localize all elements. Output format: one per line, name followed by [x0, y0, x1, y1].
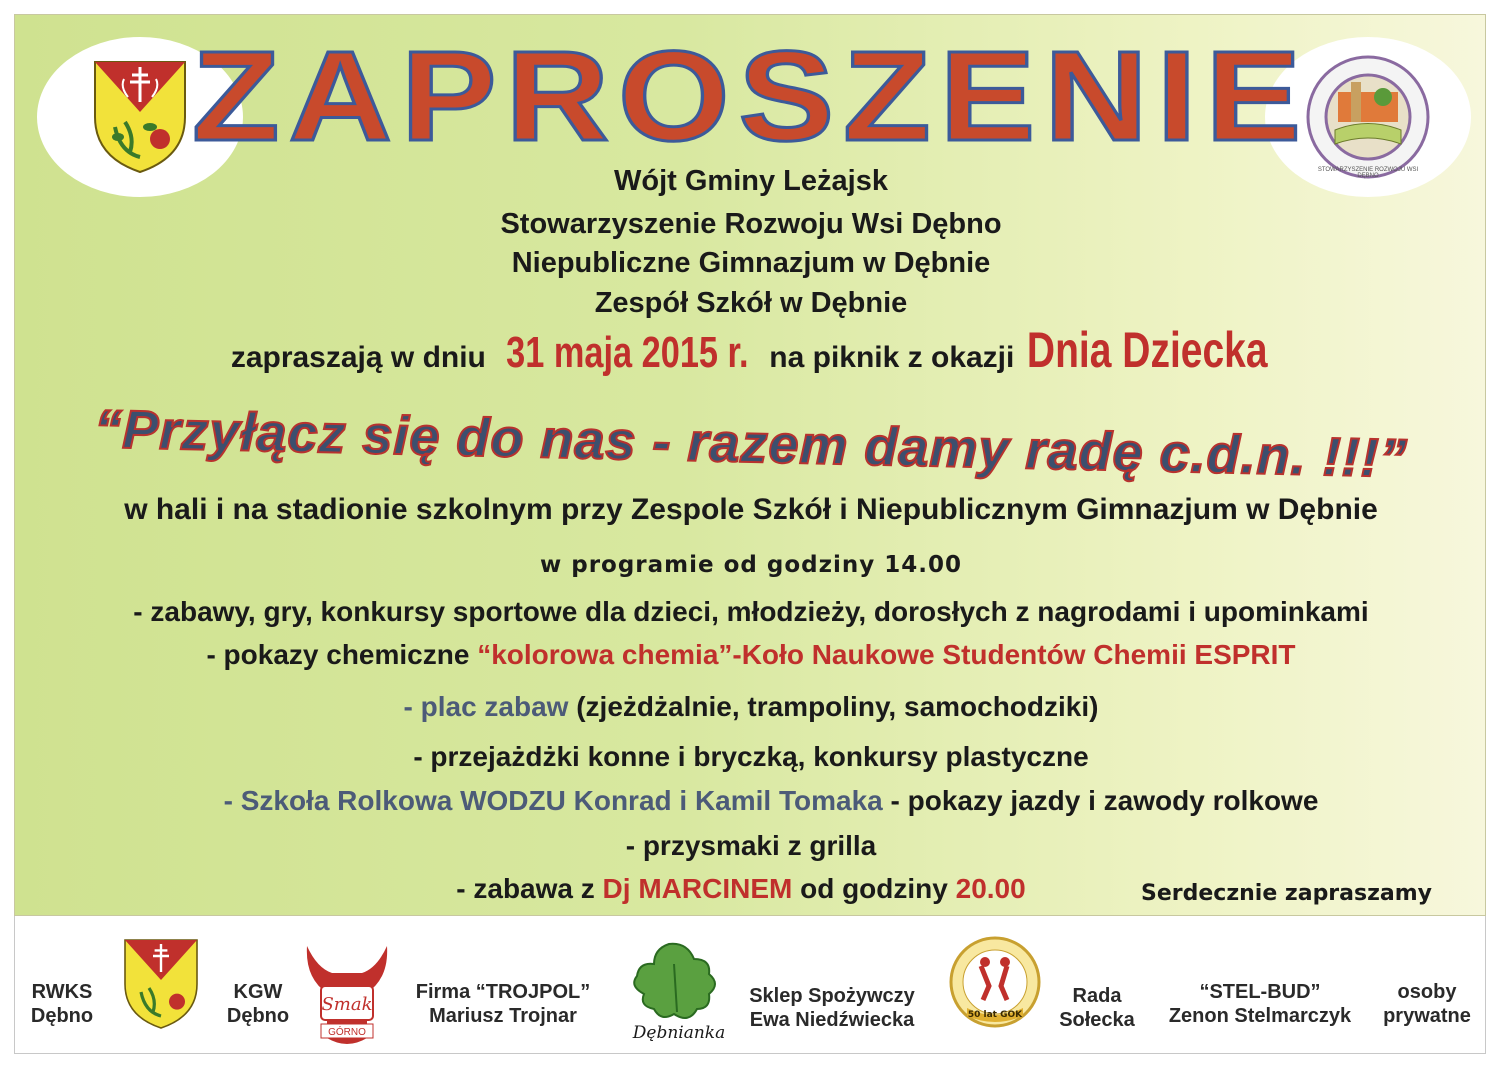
smak-gorno-logo-icon [297, 938, 397, 1054]
coat-of-arms-icon [121, 936, 201, 1032]
sponsor-kgw: KGW Dębno [226, 981, 290, 1027]
organizer-line: Zespół Szkół w Dębnie [594, 287, 908, 319]
gok-logo-text: 50 lat GOK [967, 1010, 1023, 1020]
event-name: Dnia Dziecka [1026, 322, 1268, 378]
program-item [35, 785, 1500, 817]
gok-50-years-seal-icon [949, 936, 1041, 1028]
slogan: “Przyłącz się do nas - razem damy radę c.d.n. !!!” [93, 399, 1409, 489]
program-item-text: - zabawa z [456, 873, 603, 904]
organizer-line: Wójt Gminy Leżajsk [614, 165, 888, 197]
debnianka-logo-text: Dębnianka [632, 1023, 726, 1043]
program-item: - zabawy, gry, konkursy sportowe dla dzieci, młodzieży, dorosłych z nagrodami i upominkami [133, 596, 1369, 627]
program-item [15, 691, 1487, 723]
sponsor-trojpol: Firma “TROJPOL” Mariusz Trojnar [415, 981, 591, 1027]
organizer-line: Niepubliczne Gimnazjum w Dębnie [511, 247, 991, 279]
sponsor-rada-solecka: Rada Sołecka [1059, 985, 1135, 1031]
program-item-text: - pokazy chemiczne [206, 639, 478, 670]
smak-logo-text: Smak [321, 994, 373, 1015]
program-item-highlight: - plac zabaw [403, 691, 577, 722]
event-date: 31 maja 2015 r. [506, 328, 749, 377]
program-item-highlight: Dj MARCINEM [602, 873, 793, 904]
debnianka-logo-icon [599, 934, 759, 1050]
sponsor-sklep: Sklep Spożywczy Ewa Niedźwiecka [749, 985, 915, 1031]
invite-line [15, 321, 1487, 387]
association-seal-text: STOWARZYSZENIE ROZWOJU WSI DĘBNO [1317, 167, 1419, 179]
program-item: - przejażdżki konne i bryczką, konkursy plastyczne [413, 741, 1089, 772]
sponsor-osoby-prywatne: osoby prywatne [1383, 981, 1471, 1027]
sponsor-stel-bud: “STEL-BUD” Zenon Stelmarczyk [1168, 981, 1352, 1027]
closing-text: Serdecznie zapraszamy [1141, 881, 1433, 906]
program-item-text: (zjeżdżalnie, trampoliny, samochodziki) [576, 691, 1099, 722]
program-item-highlight: “kolorowa chemia”-Koło Naukowe Studentów Chemii ESPRIT [477, 639, 1296, 670]
invitation-poster [14, 14, 1486, 916]
program-item-highlight: 20.00 [955, 873, 1026, 904]
page-title: ZAPROSZENIE [191, 25, 1311, 168]
sponsors-footer [14, 916, 1486, 1054]
program-item-text: - pokazy jazdy i zawody rolkowe [882, 785, 1319, 816]
invite-mid: na piknik z okazji [760, 341, 1023, 374]
sponsor-rwks: RWKS Dębno [30, 981, 94, 1027]
organizer-line: Stowarzyszenie Rozwoju Wsi Dębno [500, 208, 1002, 240]
venue-line: w hali i na stadionie szkolnym przy Zespole Szkół i Niepublicznym Gimnazjum w Dębnie [124, 493, 1378, 526]
gorno-logo-text: GÓRNO [328, 1027, 366, 1038]
program-item-text: od godziny [792, 873, 956, 904]
invite-pre: zapraszają w dniu [230, 341, 495, 374]
program-heading: w programie od godziny 14.00 [539, 552, 963, 578]
program-item: - przysmaki z grilla [625, 830, 877, 861]
program-item-highlight: - Szkoła Rolkowa WODZU Konrad i Kamil Tomaka [223, 785, 883, 816]
program-item [15, 639, 1487, 671]
